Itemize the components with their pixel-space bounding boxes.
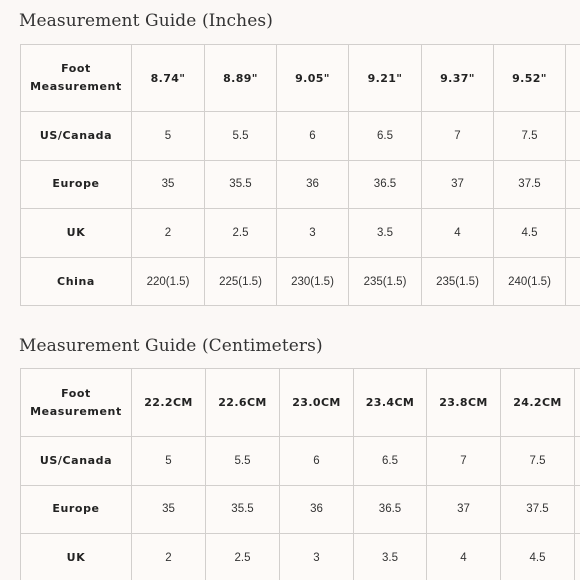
size-cell: 3.5 (349, 209, 422, 258)
size-cell: 36 (280, 485, 354, 534)
size-cell: 36.5 (349, 160, 422, 209)
table-row (21, 369, 580, 437)
size-cell: 3 (280, 534, 354, 580)
size-cell: 2.5 (206, 534, 280, 580)
row-label-europe: Europe (21, 485, 132, 534)
foot-measurement-cell: 9.05" (277, 45, 349, 112)
size-cell: 35 (132, 160, 205, 209)
foot-measurement-cell: 24.2CM (501, 369, 575, 437)
size-cell: 5 (132, 437, 206, 486)
size-cell: 235(1.5) (422, 257, 494, 306)
table-row (21, 534, 580, 580)
row-label-china: China (21, 257, 132, 306)
size-cell: 37 (422, 160, 494, 209)
size-cell: 3 (277, 209, 349, 258)
cut-off-cell (566, 257, 580, 306)
foot-measurement-cell: 9.52" (494, 45, 566, 112)
size-cell: 37.5 (501, 485, 575, 534)
table-row (21, 45, 580, 112)
table-row (21, 112, 580, 161)
size-cell: 36.5 (354, 485, 427, 534)
size-cell: 7.5 (494, 112, 566, 161)
size-cell: 4 (422, 209, 494, 258)
size-cell: 4.5 (501, 534, 575, 580)
size-cell: 2 (132, 209, 205, 258)
cut-off-cell (575, 369, 580, 437)
size-cell: 37 (427, 485, 501, 534)
foot-measurement-cell: 9.21" (349, 45, 422, 112)
row-label-europe: Europe (21, 160, 132, 209)
size-cell: 6.5 (354, 437, 427, 486)
table-row (21, 437, 580, 486)
size-cell: 2.5 (205, 209, 277, 258)
row-label-foot-measurement: Foot Measurement (21, 369, 132, 437)
row-label-foot-measurement: Foot Measurement (21, 45, 132, 112)
foot-measurement-cell: 23.8CM (427, 369, 501, 437)
foot-measurement-cell: 22.2CM (132, 369, 206, 437)
centimeters-guide-title: Measurement Guide (Centimeters) (19, 336, 323, 356)
foot-measurement-cell: 23.4CM (354, 369, 427, 437)
size-cell: 230(1.5) (277, 257, 349, 306)
size-cell: 6 (277, 112, 349, 161)
size-cell: 7 (427, 437, 501, 486)
cut-off-cell (566, 112, 580, 161)
table-row (21, 160, 580, 209)
row-label-uk: UK (21, 209, 132, 258)
size-cell: 5.5 (206, 437, 280, 486)
cut-off-cell (575, 534, 580, 580)
inches-guide-title: Measurement Guide (Inches) (19, 11, 273, 31)
size-cell: 35.5 (206, 485, 280, 534)
foot-measurement-cell: 8.89" (205, 45, 277, 112)
size-cell: 7.5 (501, 437, 575, 486)
foot-measurement-cell: 23.0CM (280, 369, 354, 437)
size-cell: 6.5 (349, 112, 422, 161)
centimeters-size-table (20, 368, 580, 580)
table-row (21, 209, 580, 258)
table-row (21, 485, 580, 534)
cut-off-cell (566, 45, 580, 112)
cut-off-cell (575, 437, 580, 486)
size-cell: 5 (132, 112, 205, 161)
size-cell: 35.5 (205, 160, 277, 209)
row-label-us-canada: US/Canada (21, 437, 132, 486)
size-cell: 3.5 (354, 534, 427, 580)
size-cell: 2 (132, 534, 206, 580)
foot-measurement-cell: 8.74" (132, 45, 205, 112)
size-cell: 7 (422, 112, 494, 161)
row-label-uk: UK (21, 534, 132, 580)
size-cell: 4 (427, 534, 501, 580)
size-cell: 220(1.5) (132, 257, 205, 306)
size-cell: 240(1.5) (494, 257, 566, 306)
size-cell: 5.5 (205, 112, 277, 161)
size-cell: 36 (277, 160, 349, 209)
foot-measurement-cell: 22.6CM (206, 369, 280, 437)
cut-off-cell (566, 160, 580, 209)
cut-off-cell (566, 209, 580, 258)
size-cell: 37.5 (494, 160, 566, 209)
size-cell: 6 (280, 437, 354, 486)
row-label-us-canada: US/Canada (21, 112, 132, 161)
size-cell: 225(1.5) (205, 257, 277, 306)
cut-off-cell (575, 485, 580, 534)
table-row (21, 257, 580, 306)
size-cell: 35 (132, 485, 206, 534)
size-cell: 4.5 (494, 209, 566, 258)
inches-size-table (20, 44, 580, 306)
size-cell: 235(1.5) (349, 257, 422, 306)
foot-measurement-cell: 9.37" (422, 45, 494, 112)
